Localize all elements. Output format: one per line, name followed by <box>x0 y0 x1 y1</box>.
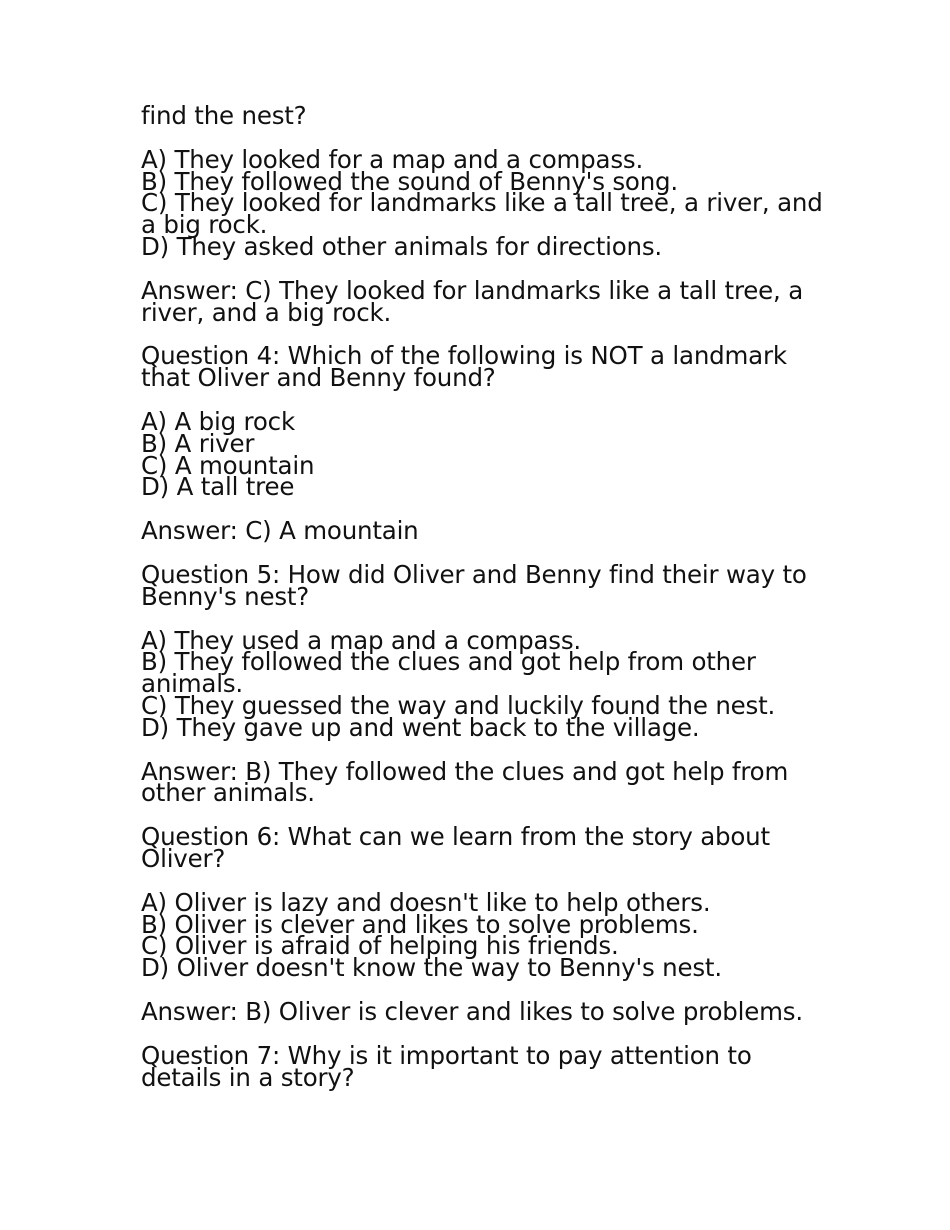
option-c: C) They looked for landmarks like a tall tree, a river, and <box>141 188 823 218</box>
question-6-answer <box>141 996 821 1026</box>
option-a: A) They used a map and a compass. <box>141 625 581 655</box>
option-b: B) They followed the clues and got help from other <box>141 647 756 677</box>
option-a: A) Oliver is lazy and doesn't like to help others. <box>141 887 711 917</box>
option-c: C) A mountain <box>141 450 315 480</box>
option-b: B) They followed the sound of Benny's song. <box>141 166 678 196</box>
question-7 <box>141 1040 821 1092</box>
question-3-options <box>141 144 823 261</box>
question-line: Question 7: Why is it important to pay attention to <box>141 1040 752 1070</box>
text-line: find the nest? <box>141 101 307 130</box>
question-line: details in a story? <box>141 1062 355 1092</box>
answer-line: Answer: B) Oliver is clever and likes to solve problems. <box>141 996 803 1026</box>
question-line: that Oliver and Benny found? <box>141 363 496 393</box>
option-c-continued: a big rock. <box>141 210 268 240</box>
document-body <box>141 101 823 1110</box>
question-line: Oliver? <box>141 843 226 873</box>
question-line: Benny's nest? <box>141 581 310 611</box>
question-6 <box>141 822 821 873</box>
answer-line: Answer: C) A mountain <box>141 516 419 546</box>
option-d: D) Oliver doesn't know the way to Benny's nest. <box>141 953 722 983</box>
question-3-answer <box>141 275 821 327</box>
question-4-options <box>141 406 821 502</box>
option-b-continued: animals. <box>141 669 243 699</box>
question-5 <box>141 559 821 611</box>
question-4 <box>141 341 821 393</box>
option-c: C) Oliver is afraid of helping his friends. <box>141 931 619 961</box>
question-4-answer <box>141 516 821 546</box>
option-a: A) They looked for a map and a compass. <box>141 144 644 174</box>
option-c: C) They guessed the way and luckily found the nest. <box>141 690 776 720</box>
question-5-answer <box>141 756 821 808</box>
option-b: B) A river <box>141 428 255 458</box>
answer-line: other animals. <box>141 778 315 808</box>
answer-line: Answer: B) They followed the clues and got help from <box>141 756 789 786</box>
question-5-options <box>141 625 821 742</box>
option-d: D) They gave up and went back to the village. <box>141 712 700 742</box>
option-b: B) Oliver is clever and likes to solve problems. <box>141 909 699 939</box>
answer-line: river, and a big rock. <box>141 297 392 327</box>
question-line: Question 6: What can we learn from the story about <box>141 822 770 852</box>
question-line: Question 4: Which of the following is NOT a landmark <box>141 341 787 371</box>
question-line: Question 5: How did Oliver and Benny find their way to <box>141 559 807 589</box>
question-6-options <box>141 887 821 983</box>
answer-line: Answer: C) They looked for landmarks like a tall tree, a <box>141 275 804 305</box>
question-3-continuation <box>141 101 821 130</box>
option-a: A) A big rock <box>141 406 295 436</box>
option-d: D) They asked other animals for directions. <box>141 231 663 261</box>
option-d: D) A tall tree <box>141 472 295 502</box>
